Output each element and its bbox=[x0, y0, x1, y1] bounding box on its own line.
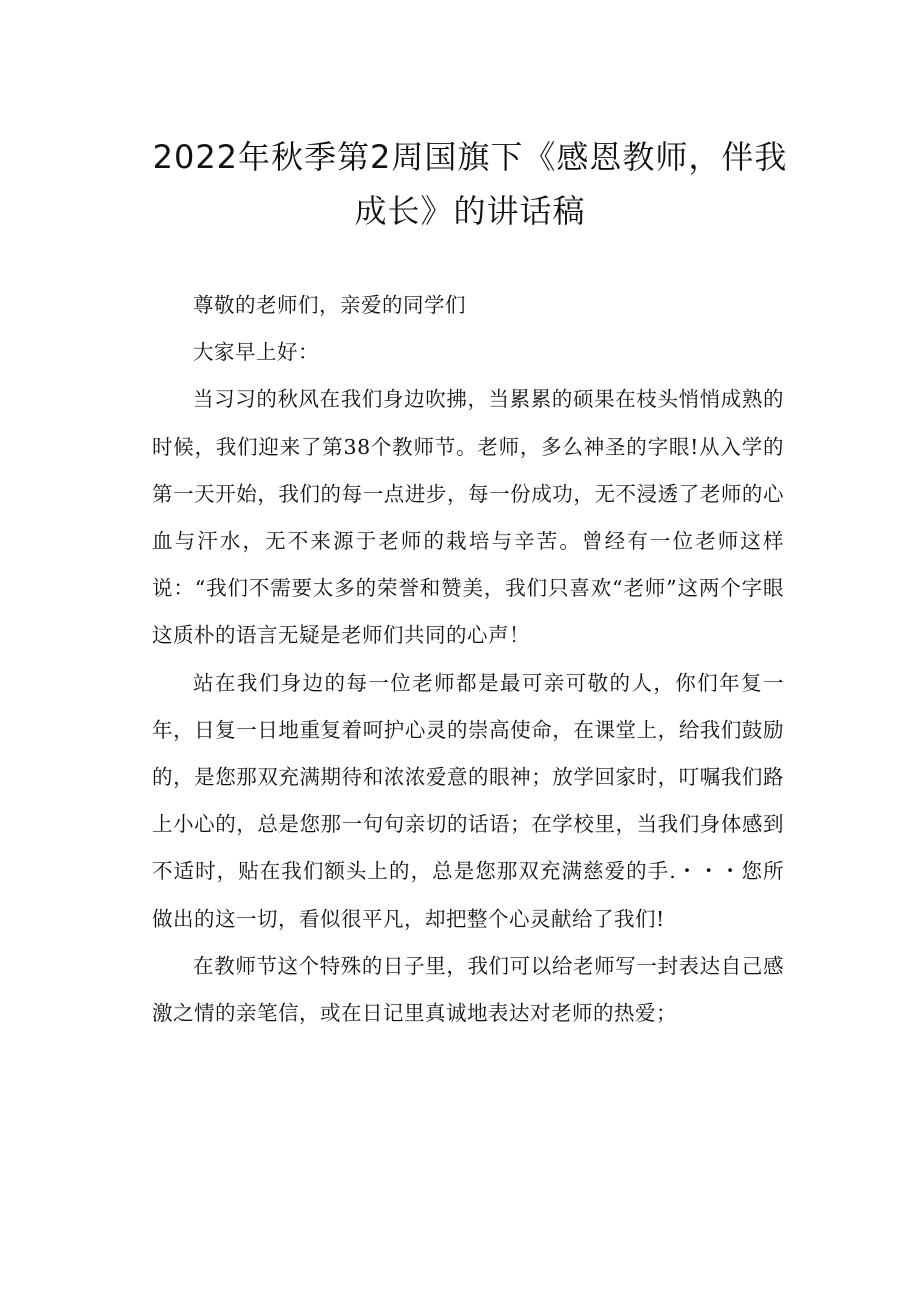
paragraph-teachers-care: 站在我们身边的每一位老师都是最可亲可敬的人，你们年复一年，日复一日地重复着呵护心灵的崇高使命，在课堂上，给我们鼓励的，是您那双充满期待和浓浓爱意的眼神；放学回家时，叮嘱我们路上小心的，总是您那一句句亲切的话语；在学校里，当我们身体感到不适时，贴在我们额头上的，总是您那双充满慈爱的手.・・・您所做出的这一切，看似很平凡，却把整个心灵献给了我们! bbox=[152, 670, 784, 931]
salutation: 尊敬的老师们，亲爱的同学们 bbox=[193, 293, 466, 317]
document-body bbox=[152, 282, 784, 1037]
paragraph-teachers-day: 当习习的秋风在我们身边吹拂，当累累的硕果在枝头悄悄成熟的时候，我们迎来了第38个教师节。老师，多么神圣的字眼!从入学的第一天开始，我们的每一点进步，每一份成功，无不浸透了老师的心血与汗水，无不来源于老师的栽培与辛苦。曾经有一位老师这样说：“我们不需要太多的荣誉和赞美，我们只喜欢“老师”这两个字眼这质朴的语言无疑是老师们共同的心声！ bbox=[152, 387, 784, 648]
document-title: 2022年秋季第2周国旗下《感恩教师，伴我成长》的讲话稿 bbox=[152, 138, 788, 230]
greeting: 大家早上好： bbox=[193, 340, 319, 365]
paragraph-gratitude: 在教师节这个特殊的日子里，我们可以给老师写一封表达自己感激之情的亲笔信，或在日记里真诚地表达对老师的热爱； bbox=[152, 953, 784, 1026]
